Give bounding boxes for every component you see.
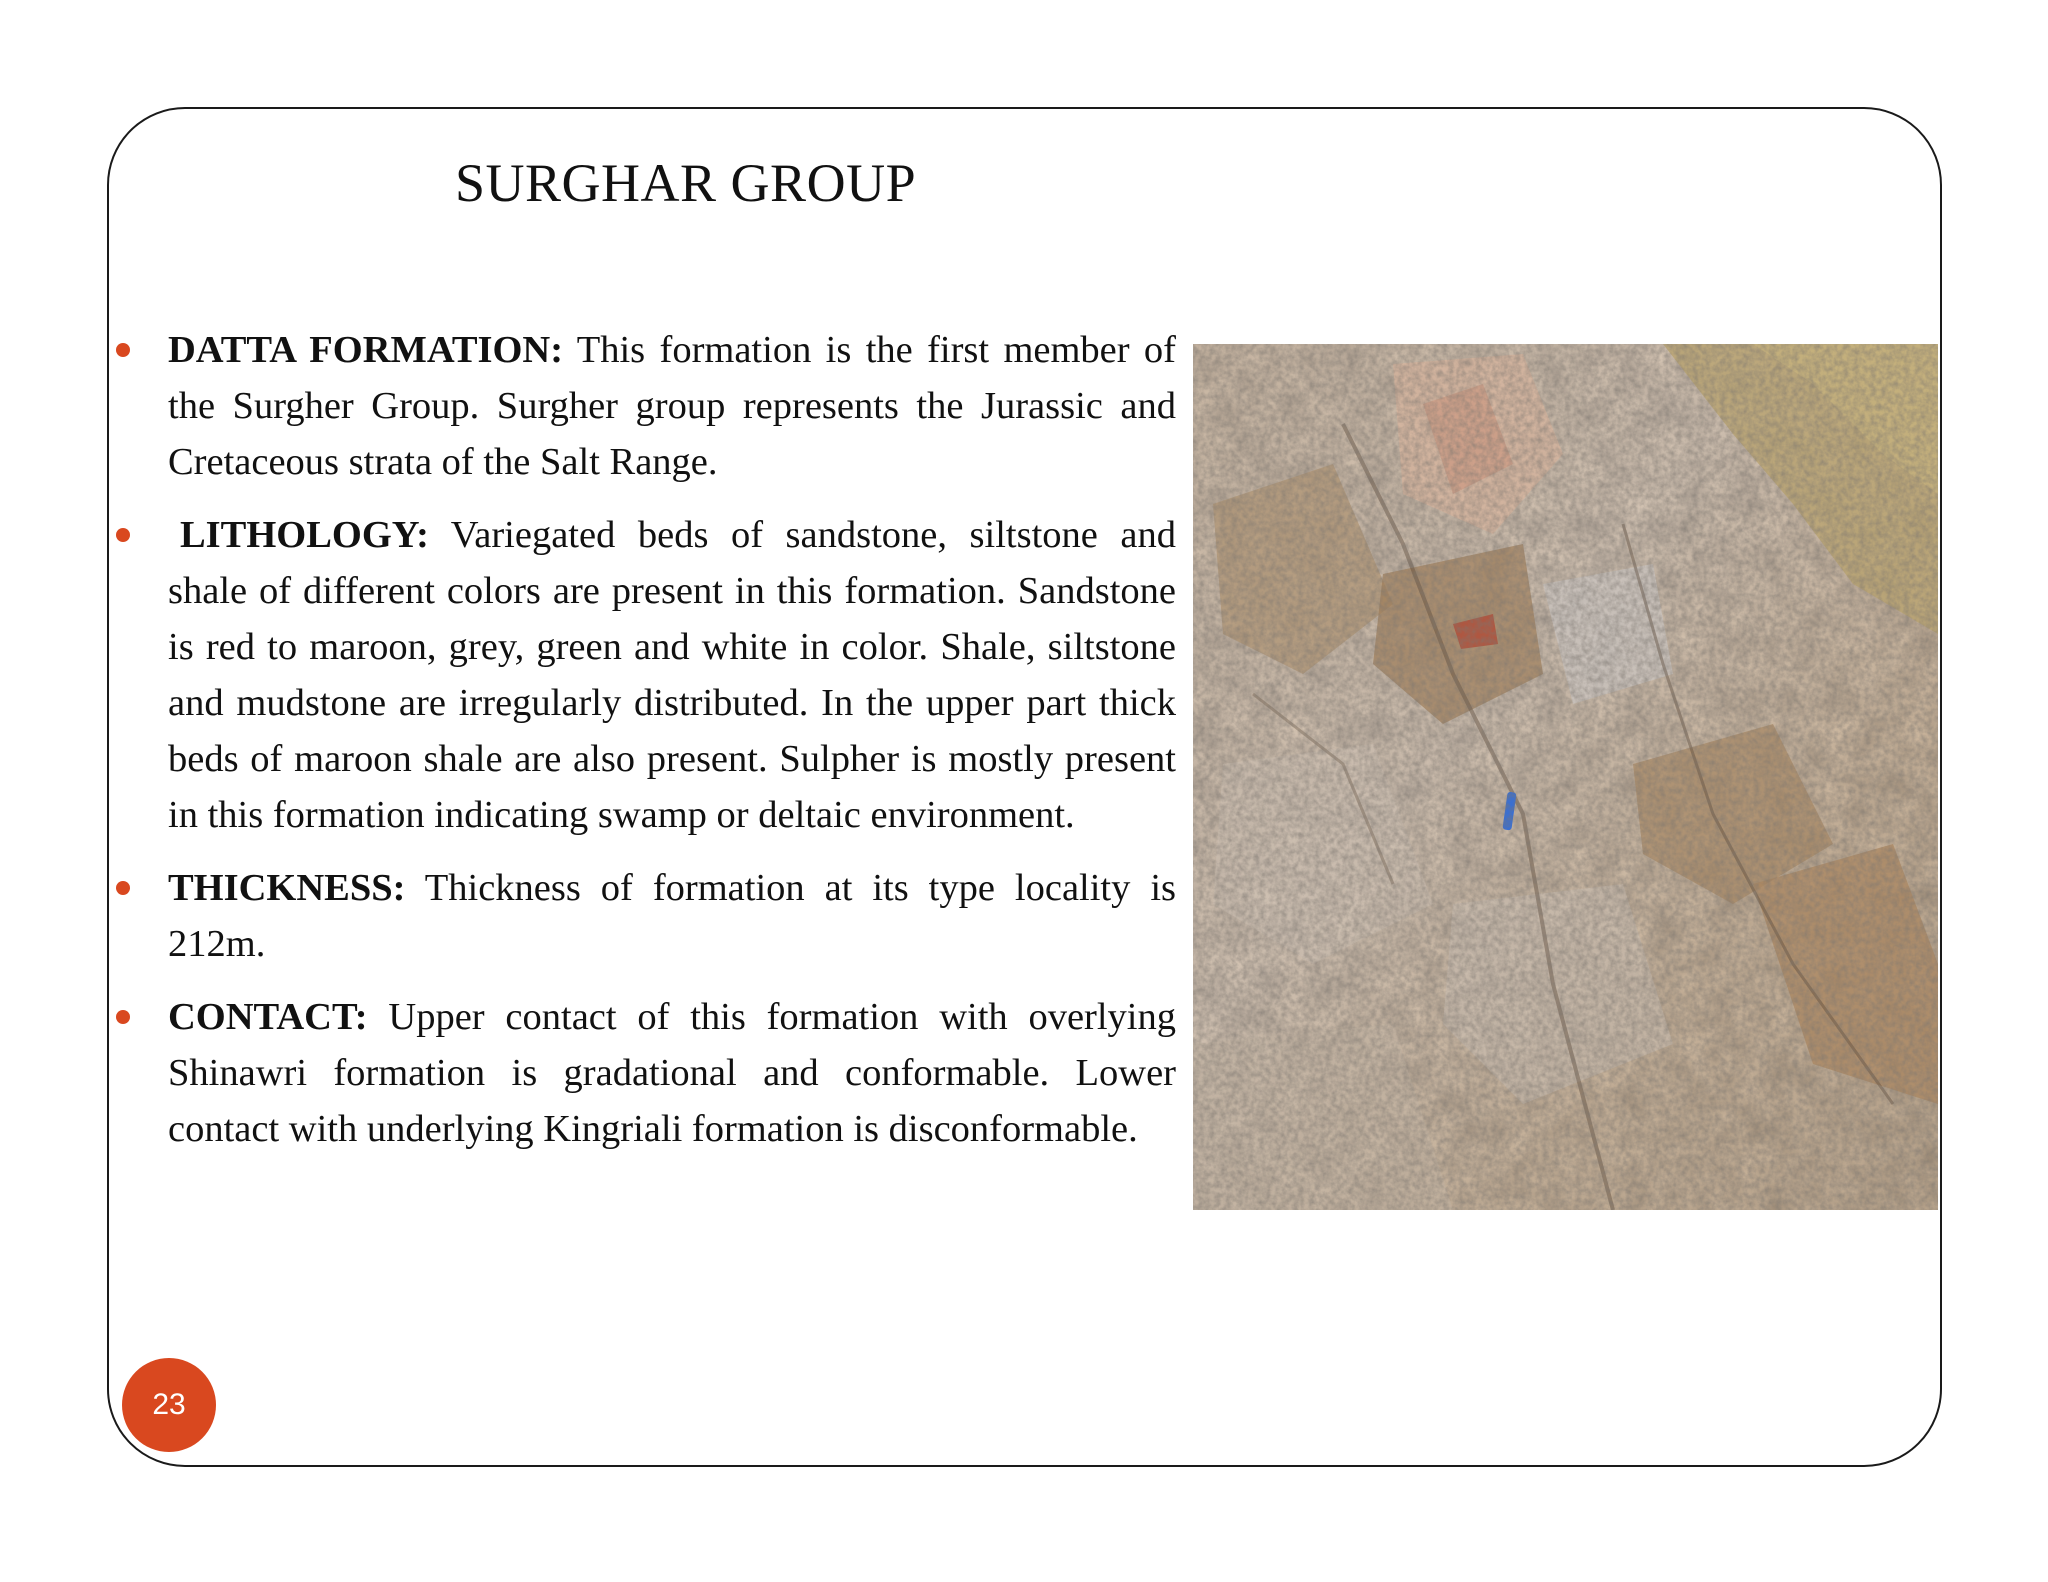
bullet-dot-icon [116,1010,130,1024]
bullet-item-thickness [116,860,1176,972]
bullet-text: Variegated beds of sandstone, siltstone and shale of different colors are present in this formation. Sandstone is red to maroon, grey, green and white in color. Shale, siltstone and mudstone are irregularly distributed. In the upper part thick beds of maroon shale are also present. Sulpher is mostly present in this formation indicating swamp or deltaic environment. [168,514,1176,836]
bullet-item-datta-formation [116,322,1176,490]
bullet-text: This formation is the first member of the Surgher Group. Surgher group represents the Jurassic and Cretaceous strata of the Salt Range. [168,329,1176,483]
bullet-text: Upper contact of this formation with overlying Shinawri formation is gradational and conformable. Lower contact with underlying Kingriali formation is disconformable. [168,996,1176,1150]
bullet-list [116,322,1176,1172]
rock-outcrop-photo [1193,344,1938,1210]
bullet-text: Thickness of formation at its type locality is 212m. [168,867,1176,965]
page-number-badge: 23 [122,1358,216,1452]
bullet-label: THICKNESS: [168,867,406,909]
bullet-item-lithology [116,507,1176,843]
slide-title: SURGHAR GROUP [455,153,917,213]
bullet-label: CONTACT: [168,996,368,1038]
bullet-label: DATTA FORMATION: [168,329,564,371]
bullet-dot-icon [116,881,130,895]
bullet-dot-icon [116,528,130,542]
bullet-label: LITHOLOGY: [180,514,429,556]
bullet-dot-icon [116,343,130,357]
bullet-item-contact [116,989,1176,1157]
